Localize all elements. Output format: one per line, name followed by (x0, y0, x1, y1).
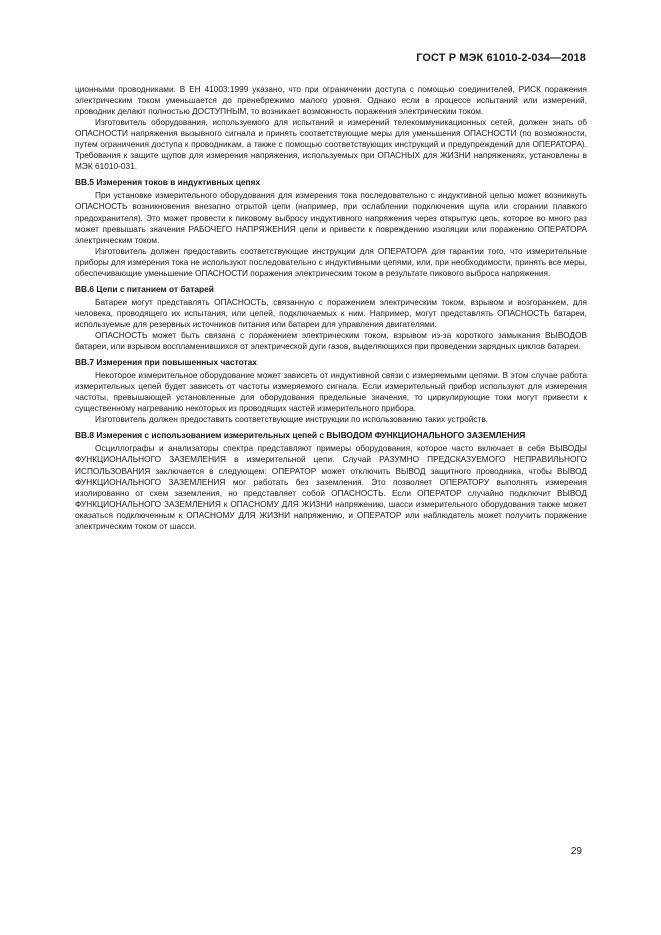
section-heading-bb6: ВВ.6 Цепи с питанием от батарей (75, 283, 214, 294)
paragraph: Изготовитель должен предоставить соответствующие инструкции по использованию таких устройств. (95, 414, 489, 425)
paragraph: Некоторое измерительное оборудование может зависеть от индуктивной связи с измеряемыми цепями. В этом случае работа измерительных цепей будет зависеть от частоты измеряемого сигнала. Если измерительный прибор используют для измерения частоты, превышающей установленные для оборудования предельные значения, то циркулирующие токи могут привести к существенному нагреванию некоторых из проводящих частей измерительного прибора. (75, 370, 587, 414)
page-number: 29 (570, 846, 582, 857)
document-body (75, 84, 587, 532)
paragraph: Осциллографы и анализаторы спектра представляют примеры оборудования, которое часто включает в себя ВЫВОДЫ ФУНКЦИОНАЛЬНОГО ЗАЗЕМЛЕНИЯ в измерительной цепи. Случай РАЗУМНО ПРЕДСКАЗУЕМОГО НЕПРАВИЛЬНОГО ИСПОЛЬЗОВАНИЯ заключается в следующем: ОПЕРАТОР может отключить ВЫВОД защитного проводника, чтобы ВЫВОД ФУНКЦИОНАЛЬНОГО ЗАЗЕМЛЕНИЯ мог работать без заземления. Это позволяет ОПЕРАТОРУ выполнять измерения изолированно от схем заземления, но представляет собой ОПАСНОСТЬ. Если ОПЕРАТОР случайно подключит ВЫВОД ФУНКЦИОНАЛЬНОГО ЗАЗЕМЛЕНИЯ к ОПАСНОМУ ДЛЯ ЖИЗНИ напряжению, шасси измерительного оборудования также может оказаться подключенным к ОПАСНОМУ ДЛЯ ЖИЗНИ напряжению, и ОПЕРАТОР или наблюдатель может получить поражение электрическим током от шасси. (75, 443, 587, 531)
paragraph: Изготовитель должен предоставить соответствующие инструкции для ОПЕРАТОРА для гарантии того, что измерительные приборы для измерения тока не используют последовательно с индуктивными цепями, или, при необходимости, принять все меры, обеспечивающие уменьшение ОПАСНОСТИ поражения электрическим током в результате пикового выброса напряжения. (75, 245, 587, 278)
paragraph: ОПАСНОСТЬ может быть связана с поражением электрическим током, взрывом из-за короткого замыкания ВЫВОДОВ батареи, или взрывом воспламенившихся от электрической дуги газов, выделяющихся при проведении зарядных циклов батареи. (75, 329, 587, 352)
section-heading-bb7: ВВ.7 Измерения при повышенных частотах (75, 357, 257, 368)
paragraph: При установке измерительного оборудования для измерения тока последовательно с индуктивной цепью может возникнуть ОПАСНОСТЬ возникновения внезапно отрытой цепи (например, при ослаблении подключения щупа или сгорании плавкого предохранителя). Это может провести к пиковому выбросу индуктивного напряжения через открытую цепь, которое во много раз может превышать значения РАБОЧЕГО НАПРЯЖЕНИЯ цепи и привести к повреждению изоляции или поражению ОПЕРАТОРА электрическим током. (75, 190, 587, 245)
paragraph: Батареи могут представлять ОПАСНОСТЬ, связанную с поражением электрическим током, взрывом и возгоранием, для человека, проводящего их испытания, или цепей, подключаемых к ним. Например, могут представлять ОПАСНОСТЬ батареи, используемые для резервных источников питания или батареи для управления двигателями. (75, 296, 587, 329)
standard-designation: ГОСТ Р МЭК 61010-2-034—2018 (416, 52, 586, 64)
section-heading-bb8: ВВ.8 Измерения с использованием измерительных цепей с ВЫВОДОМ ФУНКЦИОНАЛЬНОГО ЗАЗЕМЛЕНИЯ (75, 430, 526, 441)
section-heading-bb5: ВВ.5 Измерения токов в индуктивных цепях (75, 177, 261, 188)
paragraph: ционными проводниками. В ЕН 41003:1999 указано, что при ограничении доступа с помощью соединителей, РИСК поражения электрическим током уменьшается до пренебрежимо малого уровня. Однако если в процессе испытаний или измерений, проводник делают полностью ДОСТУПНЫМ, то возникает возможность поражения электрическим током. (75, 84, 587, 117)
paragraph: Изготовитель оборудования, используемого для испытаний и измерений телекоммуникационных сетей, должен знать об ОПАСНОСТИ напряжения вызывного сигнала и принять соответствующие меры для уменьшения ОПАСНОСТИ (по возможности, путем ограничения доступа к проводникам, а также с помощью соответствующих инструкций и предупреждений для ОПЕРАТОРА). Требования к защите щупов для измерения напряжения, используемых при ОПАСНЫХ для ЖИЗНИ напряжениях, установлены в МЭК 61010-031. (75, 117, 587, 172)
